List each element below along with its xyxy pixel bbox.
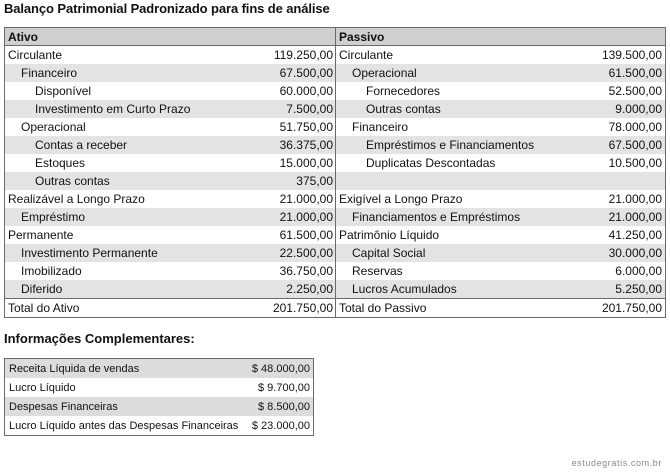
table-row bbox=[5, 82, 666, 100]
balance-sheet-table bbox=[4, 27, 666, 318]
passivo-label: Exigível a Longo Prazo bbox=[339, 192, 463, 206]
ativo-label: Diferido bbox=[5, 280, 268, 299]
table-row bbox=[5, 64, 666, 82]
table-row bbox=[5, 154, 666, 172]
passivo-label: Empréstimos e Financiamentos bbox=[336, 136, 593, 154]
passivo-label: Patrimônio Líquido bbox=[339, 228, 440, 242]
table-row bbox=[5, 262, 666, 280]
passivo-label: Operacional bbox=[336, 64, 593, 82]
ativo-value: 15.000,00 bbox=[268, 154, 336, 172]
table-row bbox=[5, 172, 666, 190]
ativo-value: 51.750,00 bbox=[268, 118, 336, 136]
ativo-value: 61.500,00 bbox=[268, 226, 336, 244]
passivo-label: Reservas bbox=[352, 264, 403, 278]
ativo-value: 21.000,00 bbox=[268, 190, 336, 208]
info-value: $ 8.500,00 bbox=[237, 397, 314, 416]
ativo-label: Financeiro bbox=[5, 64, 268, 82]
table-row bbox=[5, 280, 666, 299]
info-label: Receita Líquida de vendas bbox=[5, 359, 237, 379]
ativo-label: Empréstimo bbox=[5, 208, 268, 226]
passivo-label: Fornecedores bbox=[366, 84, 441, 98]
passivo-label: Outras contas bbox=[336, 100, 593, 118]
passivo-label: Financeiro bbox=[352, 120, 409, 134]
table-row bbox=[5, 226, 666, 244]
ativo-label: Contas a receber bbox=[5, 136, 268, 154]
total-ativo-value: 201.750,00 bbox=[268, 299, 336, 318]
ativo-value: 36.750,00 bbox=[268, 262, 336, 280]
table-row bbox=[5, 136, 666, 154]
passivo-value: 67.500,00 bbox=[593, 136, 666, 154]
info-row bbox=[5, 416, 314, 436]
ativo-value: 22.500,00 bbox=[268, 244, 336, 262]
ativo-label: Operacional bbox=[21, 120, 86, 134]
passivo-label: Duplicatas Descontadas bbox=[366, 156, 496, 170]
passivo-value: 78.000,00 bbox=[608, 120, 662, 134]
passivo-value bbox=[593, 172, 666, 190]
passivo-label: Financiamentos e Empréstimos bbox=[336, 208, 593, 226]
info-label: Lucro Líquido bbox=[9, 381, 76, 394]
ativo-value-header bbox=[268, 28, 336, 46]
table-row bbox=[5, 100, 666, 118]
ativo-value: 21.000,00 bbox=[268, 208, 336, 226]
passivo-value: 52.500,00 bbox=[608, 84, 662, 98]
complementary-info-table bbox=[4, 358, 314, 436]
ativo-value: 60.000,00 bbox=[268, 82, 336, 100]
total-ativo-label: Total do Ativo bbox=[5, 299, 268, 318]
table-row bbox=[5, 118, 666, 136]
ativo-label: Permanente bbox=[8, 228, 74, 242]
ativo-label: Imobilizado bbox=[21, 264, 82, 278]
passivo-value: 10.500,00 bbox=[608, 156, 662, 170]
passivo-value: 6.000,00 bbox=[615, 264, 662, 278]
passivo-value: 21.000,00 bbox=[593, 208, 666, 226]
table-row bbox=[5, 208, 666, 226]
passivo-value: 41.250,00 bbox=[608, 228, 662, 242]
passivo-value: 139.500,00 bbox=[601, 48, 662, 62]
info-row bbox=[5, 378, 314, 397]
balance-sheet-header-row bbox=[5, 28, 666, 46]
info-row bbox=[5, 397, 314, 416]
ativo-value: 7.500,00 bbox=[268, 100, 336, 118]
passivo-label bbox=[336, 172, 593, 190]
ativo-value: 119.250,00 bbox=[268, 46, 336, 65]
ativo-value: 36.375,00 bbox=[268, 136, 336, 154]
ativo-label: Circulante bbox=[8, 48, 63, 62]
passivo-value: 5.250,00 bbox=[593, 280, 666, 299]
ativo-label: Outras contas bbox=[5, 172, 268, 190]
passivo-value: 30.000,00 bbox=[593, 244, 666, 262]
passivo-value: 61.500,00 bbox=[593, 64, 666, 82]
info-value: $ 23.000,00 bbox=[251, 419, 310, 432]
passivo-label: Lucros Acumulados bbox=[336, 280, 593, 299]
ativo-value: 375,00 bbox=[268, 172, 336, 190]
info-value: $ 9.700,00 bbox=[258, 381, 310, 394]
table-row bbox=[5, 46, 666, 65]
ativo-label: Investimento Permanente bbox=[5, 244, 268, 262]
total-passivo-label: Total do Passivo bbox=[336, 299, 593, 318]
total-passivo-value: 201.750,00 bbox=[593, 299, 666, 318]
info-section-title: Informações Complementares: bbox=[4, 331, 195, 346]
ativo-label: Disponível bbox=[35, 84, 92, 98]
info-value: $ 48.000,00 bbox=[237, 359, 314, 379]
passivo-label: Circulante bbox=[339, 48, 394, 62]
passivo-value: 21.000,00 bbox=[608, 192, 662, 206]
watermark: estudegratis.com.br bbox=[571, 458, 662, 468]
info-label: Lucro Líquido antes das Despesas Financeiras bbox=[9, 419, 239, 432]
info-label: Despesas Financeiras bbox=[5, 397, 237, 416]
table-row bbox=[5, 190, 666, 208]
passivo-header: Passivo bbox=[336, 28, 593, 46]
passivo-value: 9.000,00 bbox=[593, 100, 666, 118]
page-title: Balanço Patrimonial Padronizado para fins de análise bbox=[4, 1, 330, 16]
ativo-label: Estoques bbox=[35, 156, 86, 170]
ativo-header: Ativo bbox=[5, 28, 268, 46]
info-row bbox=[5, 359, 314, 379]
ativo-label: Realizável a Longo Prazo bbox=[8, 192, 145, 206]
ativo-value: 67.500,00 bbox=[268, 64, 336, 82]
table-row bbox=[5, 244, 666, 262]
total-row bbox=[5, 299, 666, 318]
ativo-label: Investimento em Curto Prazo bbox=[5, 100, 268, 118]
passivo-value-header bbox=[593, 28, 666, 46]
passivo-label: Capital Social bbox=[336, 244, 593, 262]
ativo-value: 2.250,00 bbox=[268, 280, 336, 299]
